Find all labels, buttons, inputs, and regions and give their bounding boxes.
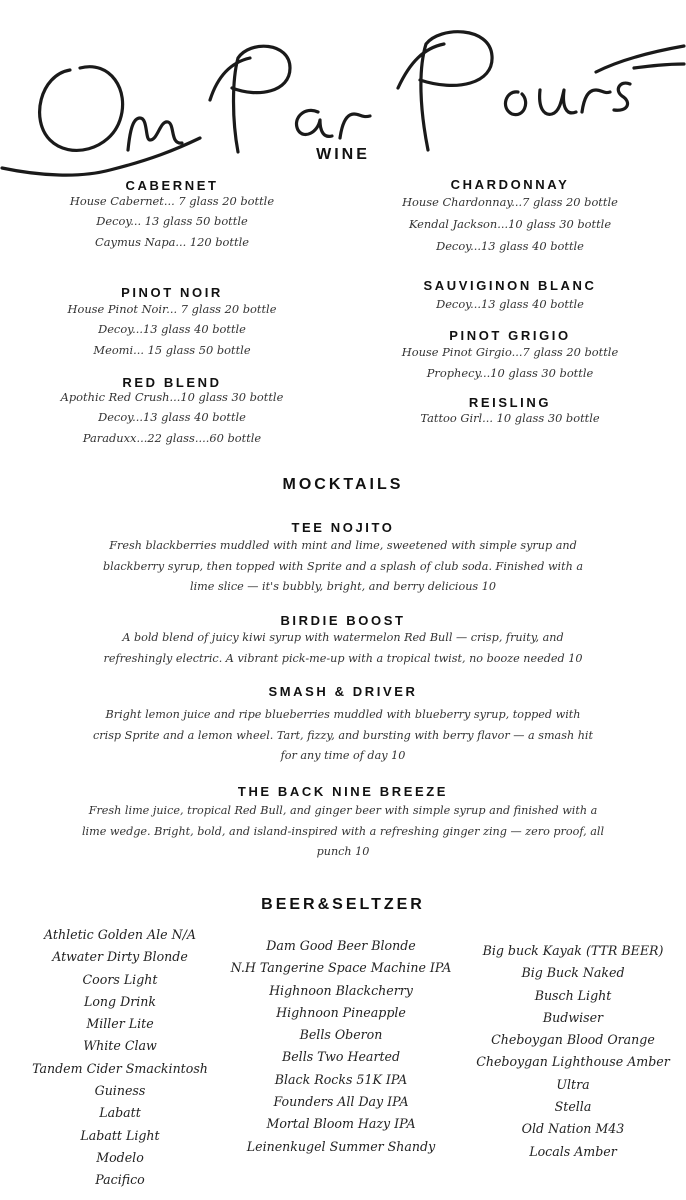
mocktail-name: SMASH & DRIVER [268,684,418,699]
beer-item: Big buck Kayak (TTR BEER) [482,943,664,958]
wine-item: House Cabernet... 7 glass 20 bottle [69,194,275,208]
mocktails-heading: MOCKTAILS [282,476,404,493]
beer-item: Stella [554,1099,592,1115]
wine-item: Prophecy...10 glass 30 bottle [426,366,594,380]
beer-item: Long Drink [83,993,156,1009]
beer-item: Pacifico [95,1172,145,1188]
wine-item: Tattoo Girl... 10 glass 30 bottle [420,411,600,425]
beer-item: Locals Amber [529,1143,617,1159]
beer-item: Atwater Dirty Blonde [52,949,188,965]
red-blend-heading: RED BLEND [122,375,222,390]
wine-item: Kendal Jackson...10 glass 30 bottle [408,217,612,231]
beer-column-3 [460,940,686,1163]
sauvignon-blanc-heading: SAUVIGINON BLANC [423,278,597,293]
beer-item: Labatt [99,1105,141,1121]
wine-item: Decoy...13 glass 40 bottle [436,297,584,311]
beer-item: Coors Light [82,971,158,987]
mocktail-description: A bold blend of juicy kiwi syrup with watermelon Red Bull — crisp, fruity, and refreshingly electric. A vibrant pick-me-up with a tropical twist, no booze needed 10 [103,631,583,665]
cabernet-heading: CABERNET [125,178,219,193]
beer-seltzer-heading: BEER&SELTZER [261,896,425,913]
wine-item: Decoy... 13 glass 50 bottle [96,214,248,228]
beer-item: White Claw [83,1038,157,1054]
mocktail-name: THE BACK NINE BREEZE [237,784,449,799]
beer-column-2 [221,935,461,1158]
wine-item: House Pinot Girgio...7 glass 20 bottle [401,345,619,359]
beer-column-1 [10,924,230,1192]
mocktail-name: BIRDIE BOOST [280,613,406,628]
wine-item: House Chardonnay...7 glass 20 bottle [402,195,618,209]
beer-item: Mortal Bloom Hazy IPA [266,1116,416,1132]
beer-item: N.H Tangerine Space Machine IPA [230,960,452,976]
wine-item: Caymus Napa... 120 bottle [95,235,249,249]
beer-item: Bells Oberon [299,1027,383,1043]
pinot-grigio-heading: PINOT GRIGIO [449,328,571,343]
pinot-noir-heading: PINOT NOIR [121,285,223,300]
beer-item: Budwiser [542,1009,604,1025]
mocktail-name: TEE NOJITO [291,520,395,535]
wine-heading: WINE [316,146,370,163]
beer-item: Cheboygan Lighthouse Amber [476,1054,670,1070]
beer-item: Miller Lite [86,1016,154,1032]
wine-item: Decoy...13 glass 40 bottle [98,322,246,336]
beer-item: Ultra [556,1076,590,1092]
wine-item: Decoy...13 glass 40 bottle [98,410,246,424]
wine-item: House Pinot Noir... 7 glass 20 bottle [67,302,277,316]
mocktail-description: Fresh blackberries muddled with mint and lime, sweetened with simple syrup and blackberry syrup, then topped with Sprite and a splash of club soda. Finished with a lime slice — it's bubbly, bright, and berry delicious 10 [102,539,584,593]
beer-item: Tandem Cider Smackintosh [32,1060,208,1076]
beer-item: Cheboygan Blood Orange [491,1032,655,1048]
beer-item: Highnoon Pineapple [276,1004,406,1020]
beer-item: Old Nation M43 [521,1121,625,1137]
chardonnay-heading: CHARDONNAY [450,177,570,192]
mocktail-description: Fresh lime juice, tropical Red Bull, and ginger beer with simple syrup and finished with a lime wedge. Bright, bold, and island-inspired with a refreshing ginger zing — zero proof, all punch 10 [81,804,605,858]
wine-item: Decoy...13 glass 40 bottle [436,239,584,253]
beer-item: Leinenkugel Summer Shandy [246,1138,436,1154]
beer-item: Guiness [94,1083,146,1099]
beer-item: Highnoon Blackcherry [269,982,413,998]
beer-item: Black Rocks 51K IPA [274,1071,408,1087]
beer-item: Bells Two Hearted [281,1049,401,1065]
mocktail-description: Bright lemon juice and ripe blueberries muddled with blueberry syrup, topped with crisp Sprite and a lemon wheel. Tart, fizzy, and bursting with berry flavor — a smash hit for any time of day 10 [93,708,593,762]
beer-item: Labatt Light [80,1127,160,1143]
wine-item: Meomi... 15 glass 50 bottle [93,343,251,357]
beer-item: Athletic Golden Ale N/A [44,927,196,942]
beer-item: Founders All Day IPA [273,1094,409,1110]
beer-item: Modelo [96,1149,144,1165]
reisling-heading: REISLING [468,395,552,410]
beer-item: Busch Light [534,987,612,1003]
beer-item: Dam Good Beer Blonde [266,938,416,953]
beer-item: Big Buck Naked [521,965,625,981]
wine-item: Paraduxx...22 glass....60 bottle [82,431,262,445]
wine-item: Apothic Red Crush...10 glass 30 bottle [60,390,284,404]
